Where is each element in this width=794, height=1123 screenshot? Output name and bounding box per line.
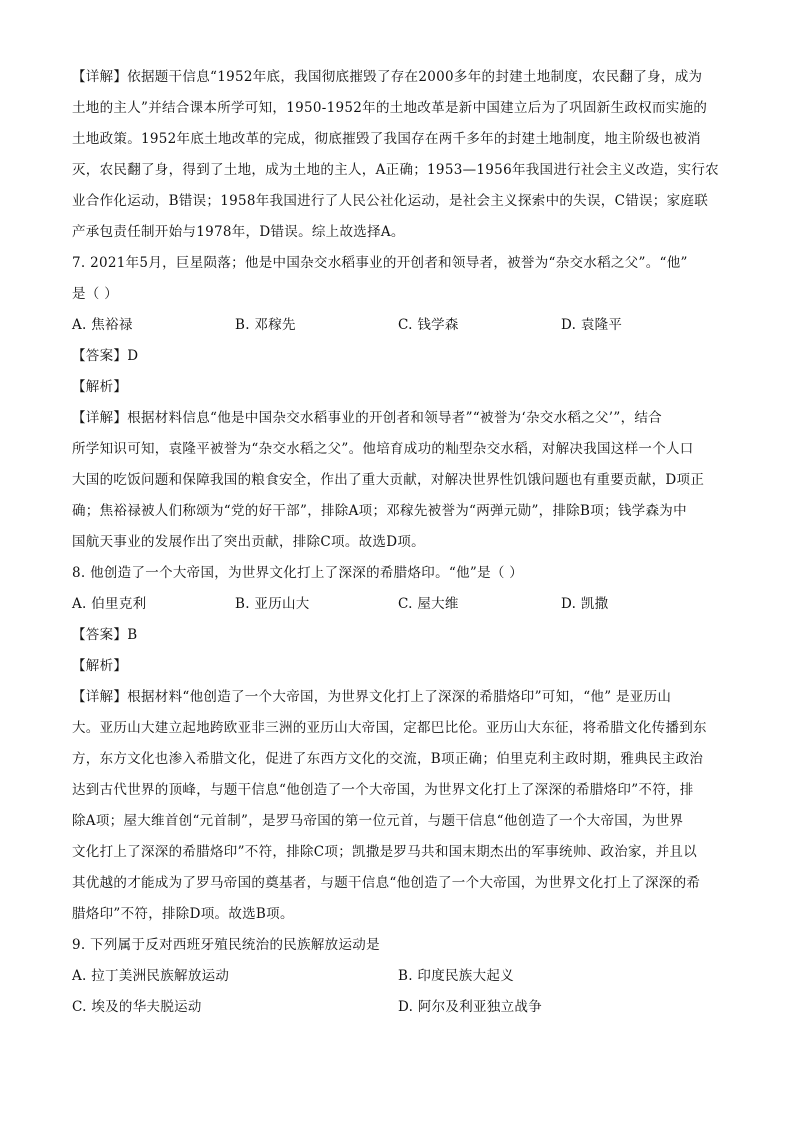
question-9 [72,930,727,1023]
option-list [72,310,727,341]
text-line: 文化打上了深深的希腊烙印”不符，排除C项；凯撒是罗马共和国末期杰出的军事统帅、政治家，并且以 [72,844,698,860]
text-line: 其优越的才能成为了罗马帝国的奠基者，与题干信息“他创造了一个大帝国，为世界文化打上了深深的希 [72,875,701,891]
q6-detail [72,62,727,248]
question-stem: 8. 他创造了一个大帝国，为世界文化打上了深深的希腊烙印。“他”是（ ） [72,565,524,581]
option-a: A. 焦裕禄 [72,317,133,333]
option-b: B. 亚历山大 [235,596,310,612]
text-line: 大国的吃饭问题和保障我国的粮食安全，作出了重大贡献，对解决世界性饥饿问题也有重要贡献，D项正 [72,472,705,488]
question-8 [72,558,727,930]
text-line: 国航天事业的发展作出了突出贡献，排除C项。故选D项。 [72,534,425,550]
option-b: B. 邓稼先 [235,317,296,333]
text-line: 灭，农民翻了身，得到了土地，成为土地的主人，A正确；1953—1956年我国进行社会主义改造，实行农 [72,162,719,178]
text-line: 方，东方文化也渗入希腊文化，促进了东西方文化的交流，B项正确；伯里克利主政时期，雅典民主政治 [72,751,704,767]
option-row [72,961,727,992]
text-line: 大。亚历山大建立起地跨欧亚非三洲的亚历山大帝国，定都巴比伦。亚历山大东征，将希腊文化传播到东 [72,720,707,736]
text-line: 产承包责任制开始与1978年，D错误。综上故选择A。 [72,224,405,240]
option-row [72,992,727,1023]
question-7 [72,248,727,558]
option-list [72,589,727,620]
text-line: 土地政策。1952年底土地改革的完成，彻底摧毁了我国存在两千多年的封建土地制度，地主阶级也被消 [72,131,701,147]
exam-page [72,62,727,1023]
question-stem: 7. 2021年5月，巨星陨落；他是中国杂交水稻事业的开创者和领导者，被誉为“杂交水稻之父”。“他” [72,255,688,271]
option-d: D. 凯撒 [561,596,609,612]
option-a: A. 拉丁美洲民族解放运动 [72,968,230,984]
option-d: D. 阿尔及利亚独立战争 [398,999,543,1015]
text-line: 【详解】依据题干信息“1952年底，我国彻底摧毁了存在2000多年的封建土地制度，农民翻了身，成为 [72,69,703,85]
text-line: 业合作化运动，B错误；1958年我国进行了人民公社化运动，是社会主义探索中的失误，C错误；家庭联 [72,193,709,209]
option-b: B. 印度民族大起义 [398,968,515,984]
text-line: 【详解】根据材料信息“他是中国杂交水稻事业的开创者和领导者”“被誉为‘杂交水稻之父’”，结合 [72,410,662,426]
text-line: 【详解】根据材料“他创造了一个大帝国，为世界文化打上了深深的希腊烙印”可知，“他” 是亚历山 [72,689,672,705]
answer: 【答案】B [72,627,138,643]
question-stem: 9. 下列属于反对西班牙殖民统治的民族解放运动是 [72,937,380,953]
question-stem: 是（ ） [72,286,118,302]
option-a: A. 伯里克利 [72,596,147,612]
analysis-heading: 【解析】 [72,379,128,395]
text-line: 所学知识可知，袁隆平被誉为“杂交水稻之父”。他培育成功的籼型杂交水稻，对解决我国这样一个人口 [72,441,694,457]
analysis-heading: 【解析】 [72,658,128,674]
text-line: 除A项；屋大维首创“元首制”，是罗马帝国的第一位元首，与题干信息“他创造了一个大帝国，为世界 [72,813,684,829]
text-line: 腊烙印”不符，排除D项。故选B项。 [72,906,294,922]
option-c: C. 屋大维 [398,596,459,612]
answer: 【答案】D [72,348,139,364]
text-line: 达到古代世界的顶峰，与题干信息“他创造了一个大帝国，为世界文化打上了深深的希腊烙印”不符，排 [72,782,694,798]
option-d: D. 袁隆平 [561,317,623,333]
option-c: C. 埃及的华夫脱运动 [72,999,202,1015]
text-line: 土地的主人”并结合课本所学可知，1950-1952年的土地改革是新中国建立后为了巩固新生政权而实施的 [72,100,708,116]
text-line: 确；焦裕禄被人们称颂为“党的好干部”，排除A项；邓稼先被誉为“两弹元勋”，排除B项；钱学森为中 [72,503,687,519]
option-c: C. 钱学森 [398,317,459,333]
